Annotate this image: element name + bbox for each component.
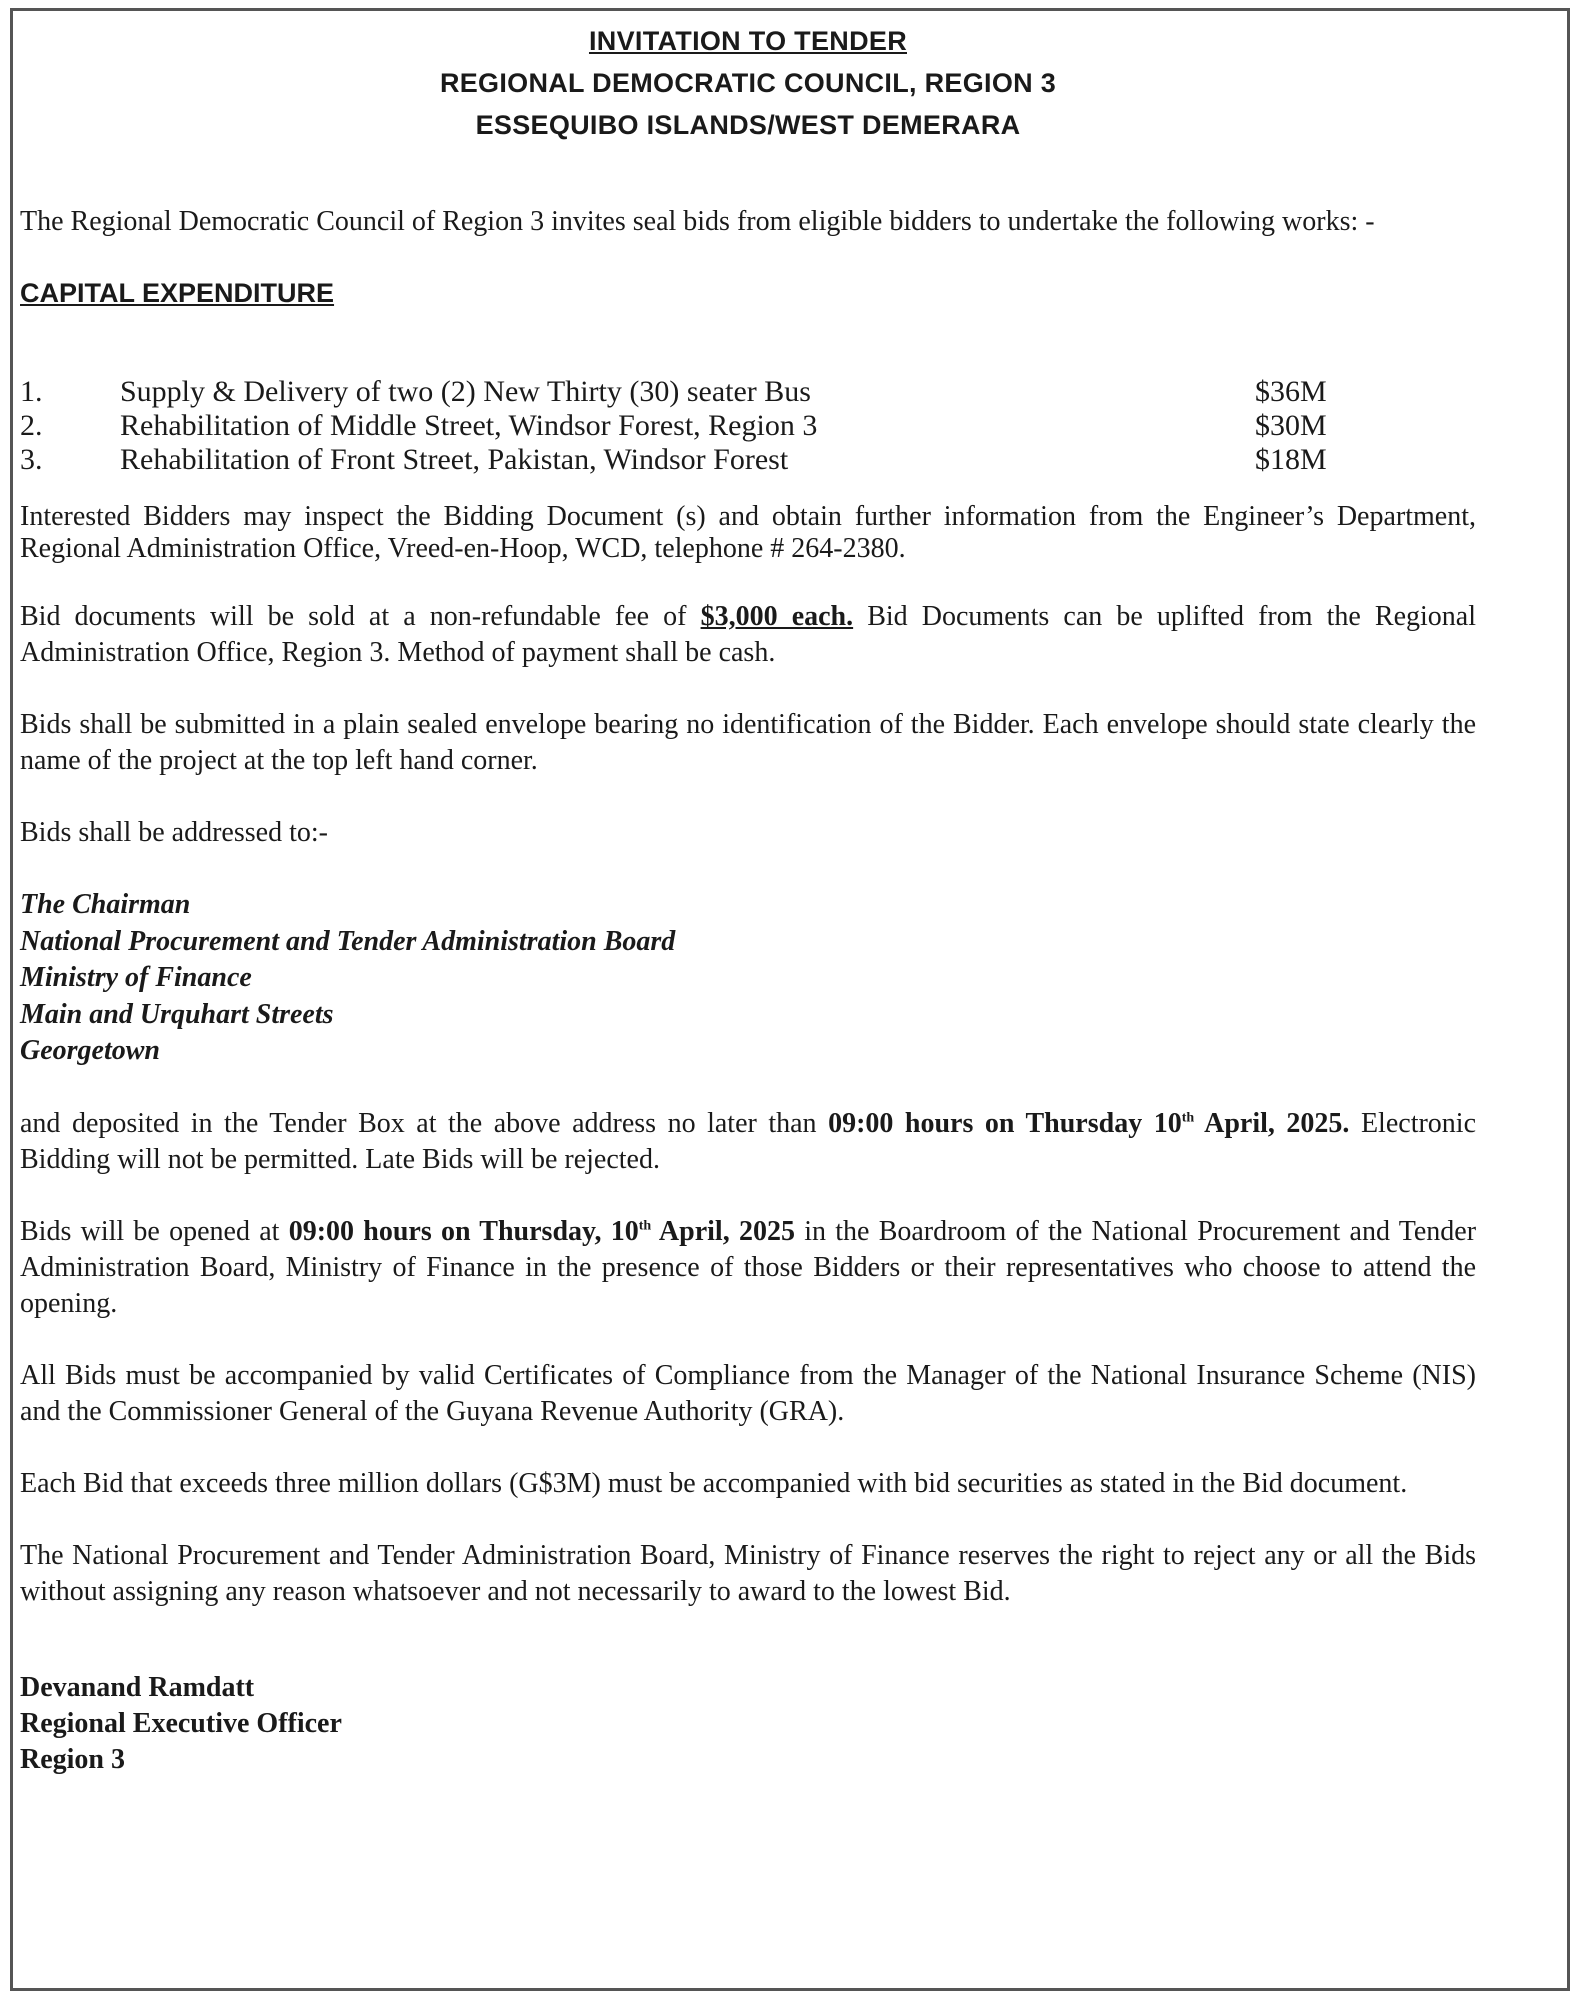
tender-notice <box>20 20 1476 1778</box>
work-amount: $18M <box>1255 443 1327 476</box>
signature-block <box>20 1670 1476 1778</box>
work-item <box>20 375 1476 409</box>
work-description: Rehabilitation of Middle Street, Windsor Forest, Region 3 <box>120 409 818 442</box>
opening-time-part: 09:00 hours on Thursday, 10 <box>288 1215 639 1247</box>
opening-paragraph <box>20 1214 1476 1322</box>
signatory-region: Region 3 <box>20 1743 125 1775</box>
deposit-paragraph <box>20 1106 1476 1178</box>
work-number: 1. <box>20 375 43 408</box>
ordinal-suffix: th <box>1181 1110 1195 1126</box>
compliance-paragraph: All Bids must be accompanied by valid Certificates of Compliance from the Manager of the National Insurance Scheme (NIS) and the Commissioner General of the Guyana Revenue Authority (GRA). <box>20 1359 1476 1427</box>
region-name: ESSEQUIBO ISLANDS/WEST DEMERARA <box>475 110 1021 140</box>
deposit-text-after: Electronic Bidding will not be permitted. Late Bids will be rejected. <box>20 1107 1476 1175</box>
work-number: 2. <box>20 409 43 442</box>
reserve-paragraph: The National Procurement and Tender Administration Board, Ministry of Finance reserves the right to reject any or all the Bids without assigning any reason whatsoever and not necessarily to award to the lowest Bid. <box>20 1539 1476 1607</box>
notice-header <box>20 20 1476 146</box>
signatory-title: Regional Executive Officer <box>20 1707 342 1739</box>
address-line: National Procurement and Tender Administration Board <box>20 925 676 957</box>
envelope-paragraph: Bids shall be submitted in a plain sealed envelope bearing no identification of the Bidder. Each envelope should state clearly the name of the project at the top left hand corner. <box>20 709 1476 776</box>
address-line: The Chairman <box>20 889 191 920</box>
fee-text-after: Bid Documents can be uplifted from the Regional Administration Office, Region 3. Method of payment shall be cash. <box>20 601 1476 668</box>
signatory-name: Devanand Ramdatt <box>20 1671 255 1703</box>
opening-text-after: in the Boardroom of the National Procurement and Tender Administration Board, Ministry of Finance in the presence of those Bidders or their representatives who choose to attend the opening. <box>20 1215 1477 1319</box>
deposit-text-before: and deposited in the Tender Box at the above address no later than <box>20 1107 829 1139</box>
opening-text-before: Bids will be opened at <box>20 1215 289 1247</box>
fee-paragraph <box>20 599 1476 671</box>
address-line: Ministry of Finance <box>20 962 252 993</box>
work-amount: $36M <box>1255 375 1327 408</box>
opening-time-part: April, 2025 <box>651 1215 795 1247</box>
security-paragraph: Each Bid that exceeds three million dollars (G$3M) must be accompanied with bid securities as stated in the Bid document. <box>20 1467 1408 1499</box>
fee-amount: $3,000 each. <box>700 601 854 632</box>
addressed-to: Bids shall be addressed to:- <box>20 817 328 848</box>
ordinal-suffix: th <box>638 1218 652 1234</box>
fee-text-before: Bid documents will be sold at a non-refundable fee of <box>20 601 701 632</box>
work-number: 3. <box>20 443 43 476</box>
address-line: Main and Urquhart Streets <box>20 998 334 1030</box>
inspect-paragraph: Interested Bidders may inspect the Bidding Document (s) and obtain further information from the Engineer’s Department, Regional Administration Office, Vreed-en-Hoop, WCD, telephone # 264-2380. <box>20 501 1476 564</box>
work-description: Supply & Delivery of two (2) New Thirty (30) seater Bus <box>120 375 811 408</box>
deposit-deadline-part: 09:00 hours on Thursday 10 <box>828 1107 1182 1139</box>
section-title: CAPITAL EXPENDITURE <box>20 278 335 308</box>
address-line: Georgetown <box>20 1035 160 1066</box>
work-amount: $30M <box>1255 409 1327 442</box>
notice-title: INVITATION TO TENDER <box>588 26 907 56</box>
work-item <box>20 409 1476 443</box>
work-description: Rehabilitation of Front Street, Pakistan, Windsor Forest <box>120 443 789 476</box>
deposit-deadline <box>828 1108 1349 1139</box>
council-name: REGIONAL DEMOCRATIC COUNCIL, REGION 3 <box>439 68 1057 98</box>
works-list <box>20 375 1476 477</box>
intro-paragraph: The Regional Democratic Council of Region 3 invites seal bids from eligible bidders to undertake the following works: - <box>20 206 1375 237</box>
deposit-deadline-part: April, 2025. <box>1194 1107 1350 1139</box>
address-block <box>20 887 1476 1070</box>
work-item <box>20 443 1476 477</box>
opening-time <box>289 1216 795 1247</box>
